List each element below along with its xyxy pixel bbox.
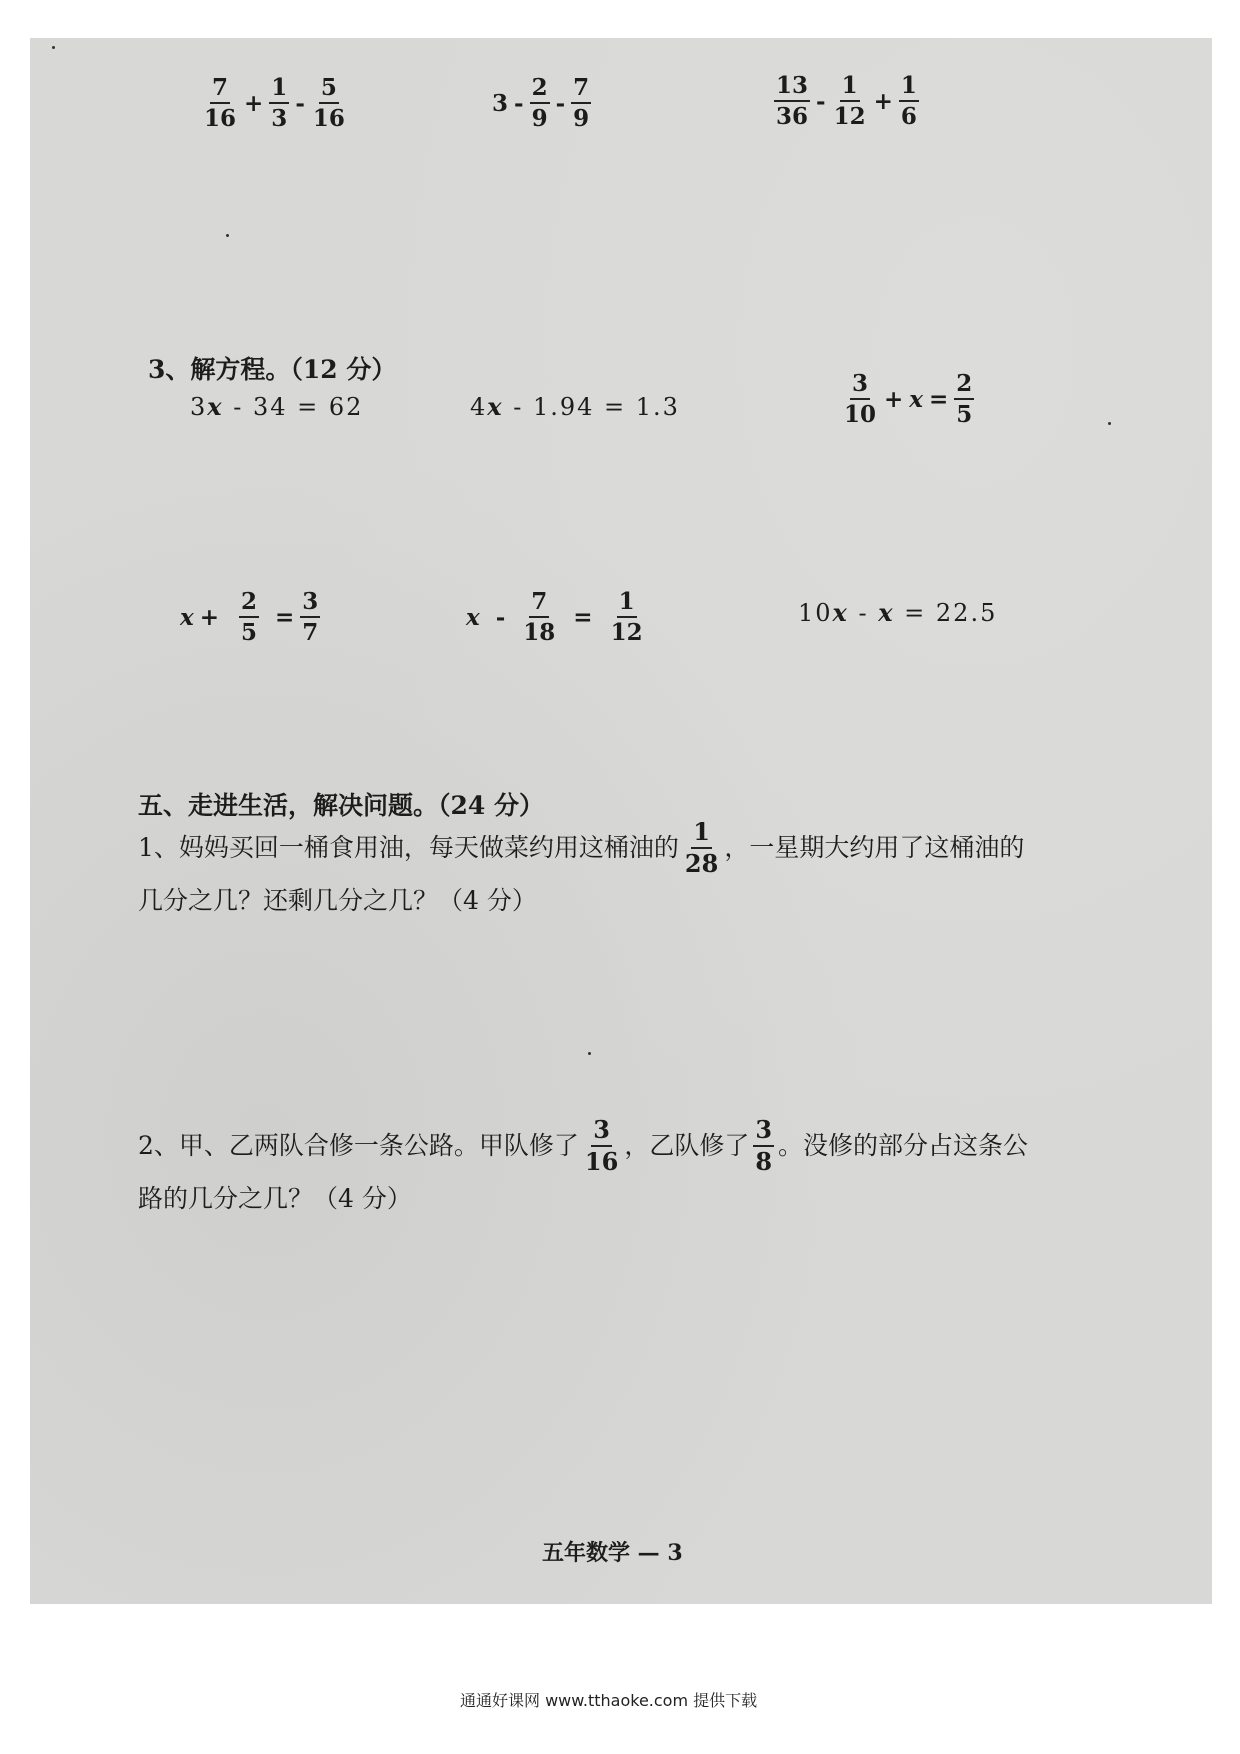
scan-speck	[1108, 422, 1111, 425]
fraction: $\frac{5}{16}$	[312, 74, 345, 132]
fraction: $\frac{7}{18}$	[523, 588, 556, 646]
fraction: $\frac{3}{10}$	[844, 370, 877, 428]
page-number-label: 五年数学 — 3	[542, 1540, 683, 1566]
calc-expression-2: 3 - $\frac{2}{9}$ - $\frac{7}{9}$	[492, 74, 590, 132]
question-2-line2: 路的几分之几？（4 分）	[138, 1184, 412, 1213]
section5-heading: 五、走进生活，解决问题。（24 分）	[138, 791, 544, 820]
fraction: $\frac{1}{12}$	[610, 588, 643, 646]
equation-5: x - $\frac{7}{18}$ = $\frac{1}{12}$	[466, 588, 643, 646]
fraction: $\frac{2}{5}$	[241, 588, 258, 646]
question-2-line1: 2、甲、乙两队合修一条公路。甲队修了 $\frac{3}{16}$ ，乙队修了 $\frac{3}{8}$ 。没修的部分占这条公	[138, 1115, 1029, 1176]
fraction: $\frac{2}{9}$	[531, 74, 548, 132]
fraction: $\frac{1}{3}$	[271, 74, 288, 132]
exam-sheet	[30, 38, 1212, 1604]
fraction: $\frac{3}{8}$	[755, 1115, 773, 1176]
scan-speck	[226, 234, 229, 237]
equation-4: x + $\frac{2}{5}$ = $\frac{3}{7}$	[180, 588, 319, 646]
question-2	[138, 1115, 1178, 1224]
fraction: $\frac{3}{7}$	[302, 588, 319, 646]
fraction: $\frac{1}{6}$	[900, 72, 917, 130]
equation-6: 10x - x = 22.5	[798, 598, 998, 627]
fraction: $\frac{7}{9}$	[573, 74, 590, 132]
calc-expression-1: $\frac{7}{16}$ + $\frac{1}{3}$ - $\frac{5}{16}$	[204, 74, 345, 132]
fraction: $\frac{1}{12}$	[833, 72, 866, 130]
question-1-line2: 几分之几？还剩几分之几？（4 分）	[138, 886, 537, 915]
fraction: $\frac{2}{5}$	[956, 370, 973, 428]
scan-speck	[52, 46, 55, 49]
scan-speck	[588, 1052, 591, 1055]
download-credit: 通通好课网 www.tthaoke.com 提供下载	[460, 1691, 758, 1710]
equation-2: 4x - 1.94 = 1.3	[470, 392, 680, 421]
question-1-line1: 1、妈妈买回一桶食用油，每天做菜约用这桶油的 $\frac{1}{28}$ ，一星期大约用了这桶油的	[138, 817, 1025, 878]
calc-expression-3: $\frac{13}{36}$ - $\frac{1}{12}$ + $\frac{1}{6}$	[776, 72, 917, 130]
fraction: $\frac{3}{16}$	[584, 1115, 619, 1176]
fraction: $\frac{1}{28}$	[684, 817, 719, 878]
fraction: $\frac{13}{36}$	[776, 72, 809, 130]
equations-heading: 3、解方程。（12 分）	[148, 355, 397, 384]
equation-3: $\frac{3}{10}$ + x = $\frac{2}{5}$	[844, 370, 973, 428]
question-1	[138, 817, 1158, 926]
equation-1: 3x - 34 = 62	[190, 392, 364, 421]
fraction: $\frac{7}{16}$	[204, 74, 237, 132]
